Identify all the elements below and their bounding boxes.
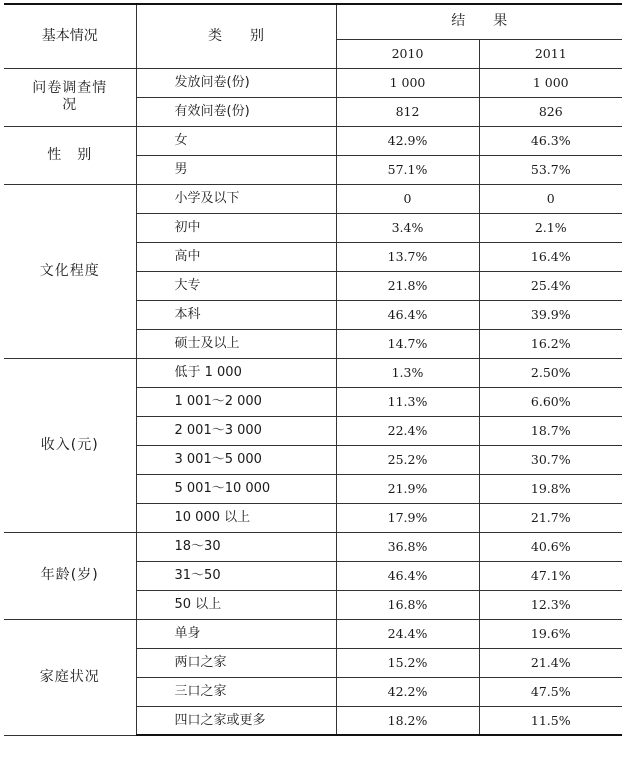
value-2011-cell: 11.5% — [479, 706, 622, 735]
value-2010-cell: 1.3% — [336, 358, 479, 387]
value-2011-cell: 2.50% — [479, 358, 622, 387]
value-2010-cell: 15.2% — [336, 648, 479, 677]
group-label — [4, 532, 136, 619]
value-2010-cell: 17.9% — [336, 503, 479, 532]
value-2010-cell: 16.8% — [336, 590, 479, 619]
value-2010-cell: 21.9% — [336, 474, 479, 503]
category-cell: 10 000 以上 — [136, 503, 336, 532]
value-2010-cell: 22.4% — [336, 416, 479, 445]
value-2011-cell: 46.3% — [479, 126, 622, 155]
value-2011-cell: 6.60% — [479, 387, 622, 416]
category-cell: 大专 — [136, 271, 336, 300]
category-cell: 初中 — [136, 213, 336, 242]
survey-table — [4, 3, 622, 736]
value-2011-cell: 16.2% — [479, 329, 622, 358]
value-2011-cell: 21.4% — [479, 648, 622, 677]
value-2010-cell: 1 000 — [336, 68, 479, 97]
category-cell: 3 001～5 000 — [136, 445, 336, 474]
table-row — [4, 532, 622, 561]
value-2010-cell: 46.4% — [336, 300, 479, 329]
group-label — [4, 358, 136, 532]
value-2011-cell: 1 000 — [479, 68, 622, 97]
group-label — [4, 126, 136, 184]
header-year-2011: 2011 — [479, 39, 622, 68]
group-label-text: 文化程度 — [39, 262, 100, 279]
table-row — [4, 126, 622, 155]
header-basic-info: 基本情况 — [4, 4, 136, 68]
survey-table-body — [4, 4, 622, 735]
value-2011-cell: 39.9% — [479, 300, 622, 329]
value-2011-cell: 19.8% — [479, 474, 622, 503]
value-2010-cell: 21.8% — [336, 271, 479, 300]
value-2010-cell: 3.4% — [336, 213, 479, 242]
category-cell: 2 001～3 000 — [136, 416, 336, 445]
value-2010-cell: 24.4% — [336, 619, 479, 648]
category-cell: 发放问卷(份) — [136, 68, 336, 97]
value-2011-cell: 21.7% — [479, 503, 622, 532]
value-2011-cell: 19.6% — [479, 619, 622, 648]
category-cell: 男 — [136, 155, 336, 184]
group-label-text: 性 别 — [47, 146, 93, 163]
group-label — [4, 68, 136, 126]
value-2010-cell: 46.4% — [336, 561, 479, 590]
group-label-text: 收入(元) — [40, 436, 99, 453]
category-cell: 1 001～2 000 — [136, 387, 336, 416]
category-cell: 31～50 — [136, 561, 336, 590]
table-row — [4, 184, 622, 213]
group-label-text: 问卷调查情况 — [32, 80, 108, 113]
value-2011-cell: 0 — [479, 184, 622, 213]
group-label — [4, 184, 136, 358]
category-cell: 两口之家 — [136, 648, 336, 677]
category-cell: 硕士及以上 — [136, 329, 336, 358]
value-2011-cell: 53.7% — [479, 155, 622, 184]
header-category: 类 别 — [136, 4, 336, 68]
value-2010-cell: 11.3% — [336, 387, 479, 416]
value-2011-cell: 25.4% — [479, 271, 622, 300]
category-cell: 高中 — [136, 242, 336, 271]
table-row — [4, 619, 622, 648]
value-2010-cell: 25.2% — [336, 445, 479, 474]
table-row — [4, 68, 622, 97]
table-row — [4, 358, 622, 387]
category-cell: 四口之家或更多 — [136, 706, 336, 735]
value-2010-cell: 42.9% — [336, 126, 479, 155]
category-cell: 低于 1 000 — [136, 358, 336, 387]
value-2011-cell: 47.5% — [479, 677, 622, 706]
value-2010-cell: 14.7% — [336, 329, 479, 358]
category-cell: 18～30 — [136, 532, 336, 561]
category-cell: 5 001～10 000 — [136, 474, 336, 503]
header-year-2010: 2010 — [336, 39, 479, 68]
value-2010-cell: 57.1% — [336, 155, 479, 184]
value-2011-cell: 16.4% — [479, 242, 622, 271]
value-2010-cell: 13.7% — [336, 242, 479, 271]
value-2010-cell: 36.8% — [336, 532, 479, 561]
value-2011-cell: 30.7% — [479, 445, 622, 474]
value-2011-cell: 18.7% — [479, 416, 622, 445]
value-2011-cell: 12.3% — [479, 590, 622, 619]
category-cell: 本科 — [136, 300, 336, 329]
category-cell: 单身 — [136, 619, 336, 648]
value-2011-cell: 40.6% — [479, 532, 622, 561]
value-2011-cell: 826 — [479, 97, 622, 126]
value-2010-cell: 812 — [336, 97, 479, 126]
value-2010-cell: 0 — [336, 184, 479, 213]
value-2011-cell: 47.1% — [479, 561, 622, 590]
header-result: 结 果 — [336, 4, 622, 39]
group-label-text: 年龄(岁) — [40, 567, 99, 583]
group-label-text: 家庭状况 — [39, 668, 100, 685]
header-row — [4, 4, 622, 39]
value-2010-cell: 18.2% — [336, 706, 479, 735]
category-cell: 三口之家 — [136, 677, 336, 706]
category-cell: 女 — [136, 126, 336, 155]
category-cell: 50 以上 — [136, 590, 336, 619]
value-2011-cell: 2.1% — [479, 213, 622, 242]
category-cell: 小学及以下 — [136, 184, 336, 213]
group-label — [4, 619, 136, 735]
category-cell: 有效问卷(份) — [136, 97, 336, 126]
value-2010-cell: 42.2% — [336, 677, 479, 706]
